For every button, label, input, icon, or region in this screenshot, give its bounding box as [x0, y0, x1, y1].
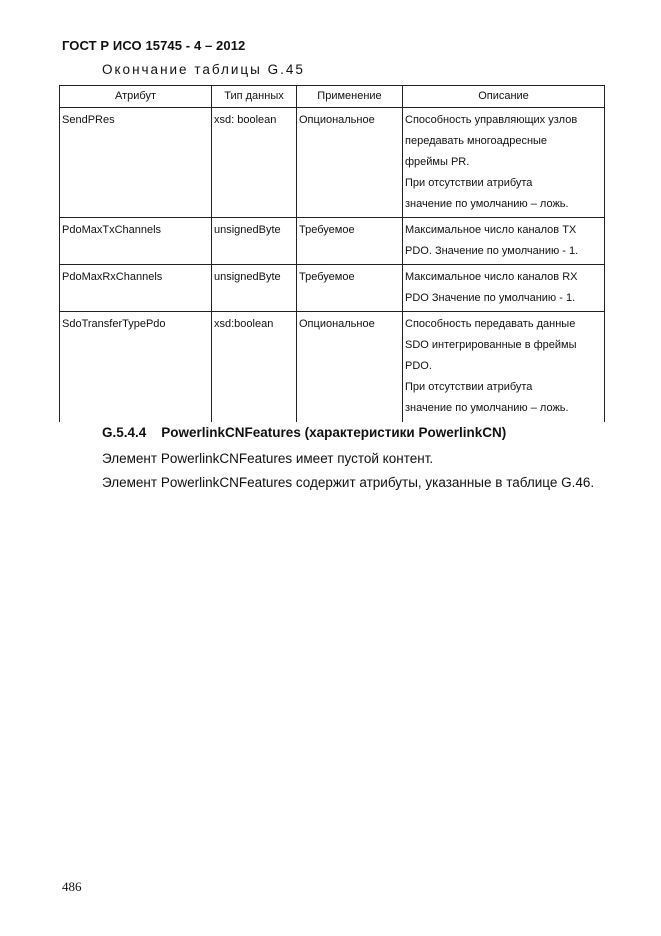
cell-type: xsd: boolean — [212, 108, 297, 218]
cell-attribute: PdoMaxRxChannels — [60, 265, 212, 312]
table-row — [60, 265, 605, 312]
column-header-usage: Применение — [297, 86, 403, 108]
table-row — [60, 312, 605, 423]
table-header-row — [60, 86, 605, 108]
description-line: Максимальное число каналов RX — [405, 271, 578, 283]
description-line: передавать многоадресные — [405, 135, 548, 147]
cell-description — [403, 108, 605, 218]
description-line: При отсутствии атрибута — [405, 381, 533, 393]
cell-attribute: SdoTransferTypePdo — [60, 312, 212, 423]
cell-usage: Требуемое — [297, 218, 403, 265]
document-header: ГОСТ Р ИСО 15745 - 4 – 2012 — [62, 38, 246, 53]
cell-attribute: PdoMaxTxChannels — [60, 218, 212, 265]
cell-description — [403, 265, 605, 312]
description-line: Способность передавать данные — [405, 318, 576, 330]
cell-description — [403, 218, 605, 265]
section-number: G.5.4.4 — [102, 425, 147, 440]
table-row — [60, 218, 605, 265]
description-line: значение по умолчанию – ложь. — [405, 198, 569, 210]
description-line: значение по умолчанию – ложь. — [405, 402, 569, 414]
paragraph: Элемент PowerlinkCNFeatures имеет пустой контент. — [102, 451, 434, 466]
cell-usage: Опциональное — [297, 312, 403, 423]
cell-type: unsignedByte — [212, 218, 297, 265]
description-line: PDO. — [405, 360, 432, 372]
cell-description — [403, 312, 605, 423]
description-line: Максимальное число каналов TX — [405, 224, 577, 236]
column-header-type: Тип данных — [212, 86, 297, 108]
description-line: Способность управляющих узлов — [405, 114, 578, 126]
section-title: PowerlinkCNFeatures (характеристики PowerlinkCN) — [161, 425, 507, 440]
column-header-attribute: Атрибут — [60, 86, 212, 108]
column-header-description: Описание — [403, 86, 605, 108]
table-caption: Окончание таблицы G.45 — [102, 62, 305, 77]
section-heading — [102, 425, 506, 440]
cell-usage: Требуемое — [297, 265, 403, 312]
description-line: фреймы PR. — [405, 156, 470, 168]
cell-type: xsd:boolean — [212, 312, 297, 423]
paragraph: Элемент PowerlinkCNFeatures содержит атрибуты, указанные в таблице G.46. — [102, 475, 595, 490]
page-number: 486 — [62, 879, 82, 894]
cell-usage: Опциональное — [297, 108, 403, 218]
description-line: SDO интегрированные в фреймы — [405, 339, 577, 351]
cell-type: unsignedByte — [212, 265, 297, 312]
description-line: При отсутствии атрибута — [405, 177, 533, 189]
description-line: PDO. Значение по умолчанию - 1. — [405, 245, 579, 257]
description-line: PDO Значение по умолчанию - 1. — [405, 292, 576, 304]
table-row — [60, 108, 605, 218]
cell-attribute: SendPRes — [60, 108, 212, 218]
attributes-table — [59, 85, 605, 422]
